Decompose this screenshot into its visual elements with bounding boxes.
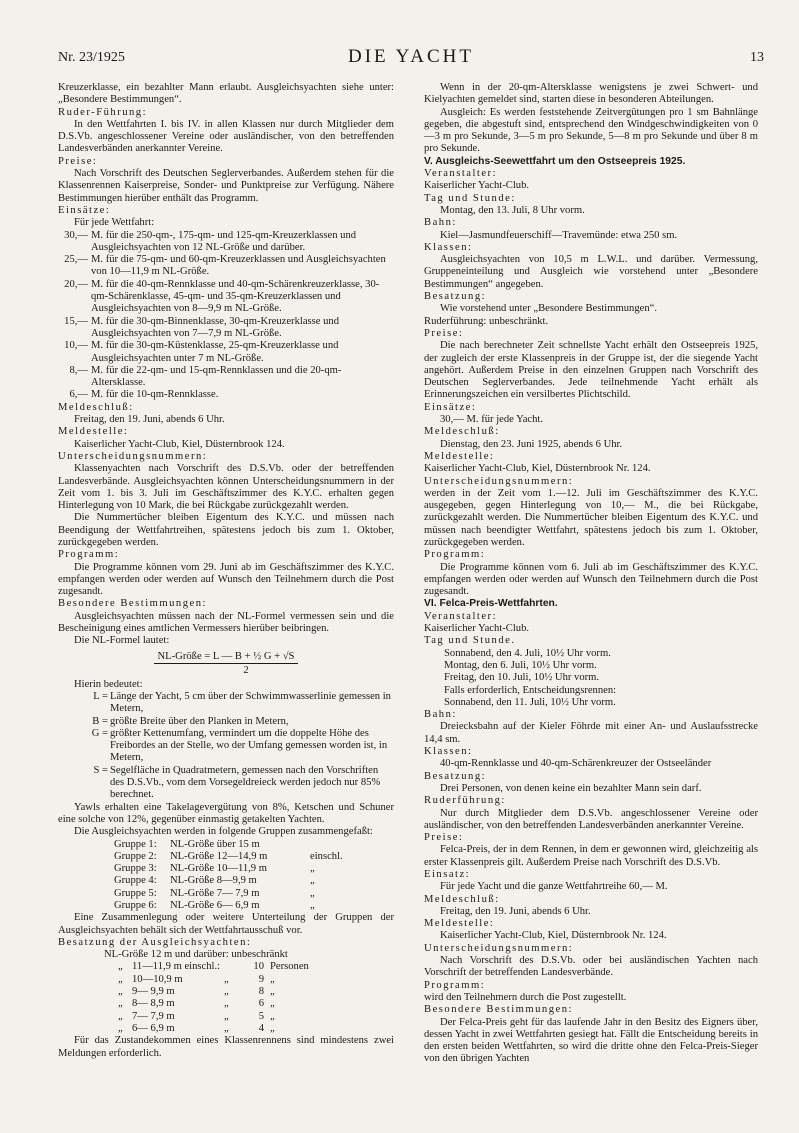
fee-item <box>58 365 394 390</box>
section-heading: Veranstalter: <box>424 168 498 180</box>
section-heading: Veranstalter: <box>424 610 498 622</box>
fee-amount: 10,— <box>64 340 88 352</box>
crew-first-row: NL-Größe 12 m und darüber: unbeschränkt <box>104 949 288 961</box>
section-heading: Ruder-Führung: <box>58 106 148 118</box>
section-heading: Unterscheidungsnummern: <box>424 942 574 954</box>
fee-item <box>58 254 394 279</box>
group-row <box>58 851 394 863</box>
section-heading: Bahn: <box>424 217 457 229</box>
left-column <box>58 82 394 1060</box>
ditto-mark: „ <box>118 961 123 973</box>
date-list <box>424 648 758 709</box>
section-heading: Tag und Stunde. <box>424 635 516 647</box>
group-range: NL-Größe 8—9,9 m <box>170 875 257 887</box>
paragraph: Eine Zusammenlegung oder weitere Unterteilung der Gruppen der Ausgleichsyachten behält sich der Wettfahrtausschuß vor. <box>58 912 394 936</box>
crew-size: 9— 9,9 m <box>132 986 175 998</box>
centered-line: Kaiserlicher Yacht-Club. <box>424 623 530 635</box>
paragraph: Montag, den 13. Juli, 8 Uhr vorm. <box>440 204 585 216</box>
paragraph: Hierin bedeutet: <box>74 678 143 690</box>
paragraph: werden in der Zeit vom 1.—12. Juli im Geschäftszimmer des K.Y.C. ausgegeben, gegen Hinterlegung von 10,— M., die bei Rückgabe, zurückgezahlt werden. Die Nummertücher bleiben Eigentum des K.Y.C. und müssen nach beendigter Wettfahrt, spätestens jedoch bis zum 1. Oktober, zurückgegeben werden. <box>424 487 758 548</box>
ditto-mark: „ <box>118 986 123 998</box>
magazine-title: DIE YACHT <box>347 46 475 67</box>
crew-unit: „ <box>270 973 275 985</box>
crew-count: 9 <box>258 973 264 985</box>
crew-count: 10 <box>253 961 264 973</box>
paragraph: Die Programme können vom 6. Juli ab im Geschäftszimmer des K.Y.C. empfangen werden oder werden auf Wunsch den Teilnehmern durch die Post zugesandt. <box>424 561 758 598</box>
group-note: „ <box>310 900 315 911</box>
paragraph: Ausgleichsyachten müssen nach der NL-Formel vermessen sein und die Bescheinigung eines amtlichen Vermessers hierüber beibringen. <box>58 610 394 635</box>
crew-count: 4 <box>258 1022 264 1034</box>
section-title: V. Ausgleichs-Seewettfahrt um den Ostseepreis 1925. <box>424 155 686 167</box>
group-range: NL-Größe 7— 7,9 m <box>170 887 260 899</box>
ditto-mark: „ <box>224 1022 229 1034</box>
group-note: einschl. <box>310 850 343 862</box>
fee-item <box>58 230 394 255</box>
fee-amount: 15,— <box>64 315 88 327</box>
right-column <box>424 82 758 1066</box>
group-label: Gruppe 2: <box>114 850 157 862</box>
section-heading: Preise: <box>424 327 464 339</box>
date-line: Montag, den 6. Juli, 10½ Uhr vorm. <box>444 659 597 671</box>
section-heading: Besatzung: <box>424 291 487 303</box>
paragraph: Dreiecksbahn auf der Kieler Föhrde mit einer An- und Auslaufsstrecke 14,4 sm. <box>424 721 758 745</box>
section-heading: Meldestelle: <box>424 450 495 462</box>
section-heading: Unterscheidungsnummern: <box>424 475 574 487</box>
group-range: NL-Größe über 15 m <box>170 838 260 850</box>
fee-item <box>58 316 394 341</box>
fee-amount: 25,— <box>64 254 88 266</box>
ditto-mark: „ <box>224 1010 229 1022</box>
group-range: NL-Größe 10—11,9 m <box>170 863 267 875</box>
paragraph: Kiel—Jasmundfeuerschiff—Travemünde: etwa 250 sm. <box>440 229 678 241</box>
section-heading: Einsatz: <box>424 869 471 880</box>
group-note: „ <box>310 863 315 875</box>
centered-line: Ruderführung: unbeschränkt. <box>424 315 549 327</box>
paragraph: Der Felca-Preis geht für das laufende Jahr in den Besitz des Eigners über, dessen Yacht in zwei Wettfahrten gesiegt hat. Fällt die Entscheidung bereits in den ersten beiden Wettfahrten, so wird die dritte ohne den Felca-Preis-Sieger von den übrigen Yachten <box>424 1016 758 1065</box>
paragraph: Die nach berechneter Zeit schnellste Yacht erhält den Ostseepreis 1925, der zugleich der erste Klassenpreis in der Gruppe ist, der die siegende Yacht angehört. Außerdem Preise in den einzelnen Gruppen nach Vorschrift des Deutschen Seglerverbandes. Jede teilnehmende Yacht erhält als Erinnerungszeichen ein versilbertes Plichtschild. <box>424 340 758 401</box>
paragraph: Dienstag, den 23. Juni 1925, abends 6 Uhr. <box>440 438 623 450</box>
paragraph: Die Nummertücher bleiben Eigentum des K.Y.C. und müssen nach Beendigung der Wettfahrtreihen, spätestens jedoch bis zum 1. Oktober, zurückgegeben werden. <box>58 512 394 548</box>
paragraph: 40-qm-Rennklasse und 40-qm-Schärenkreuzer der Ostseeländer <box>440 758 712 770</box>
section-heading: Programm: <box>424 549 486 561</box>
page-number: 13 <box>750 50 764 65</box>
group-label: Gruppe 5: <box>114 887 157 899</box>
group-label: Gruppe 6: <box>114 900 157 911</box>
section-heading: Preise: <box>58 155 98 167</box>
fee-text: M. für die 250-qm-, 175-qm- und 125-qm-Kreuzerklassen und Ausgleichsyachten von 12 NL-Größe und darüber. <box>91 229 357 253</box>
section-heading: Klassen: <box>424 746 473 758</box>
fee-text: M. für die 30-qm-Binnenklasse, 30-qm-Kreuzerklasse und Ausgleichsyachten von 7—7,9 m NL-Größe. <box>91 315 340 339</box>
paragraph: Für jede Wettfahrt: <box>74 217 155 229</box>
fee-item <box>58 389 394 401</box>
definition-item <box>58 765 394 802</box>
paragraph: Für das Zustandekommen eines Klassenrennens sind mindestens zwei Meldungen erforderlich. <box>58 1035 394 1059</box>
ditto-mark: „ <box>224 998 229 1010</box>
crew-unit: „ <box>270 998 275 1010</box>
fee-item <box>58 279 394 316</box>
section-heading: Klassen: <box>424 241 473 253</box>
centered-line: wird den Teilnehmern durch die Post zugestellt. <box>424 991 627 1003</box>
date-line: Sonnabend, den 4. Juli, 10½ Uhr vorm. <box>444 647 611 659</box>
fee-text: M. für die 30-qm-Küstenklasse, 25-qm-Kreuzerklasse und Ausgleichsyachten unter 7 m NL-Größe. <box>91 340 339 364</box>
ditto-mark: „ <box>118 1022 123 1034</box>
fee-text: M. für die 22-qm- und 15-qm-Rennklassen und die 20-qm-Altersklasse. <box>91 364 342 389</box>
paragraph: 30,— M. für jede Yacht. <box>440 414 543 426</box>
definition-symbol: L = <box>93 690 108 702</box>
paragraph: Die Ausgleichsyachten werden in folgende Gruppen zusammengefaßt: <box>74 826 373 838</box>
crew-unit: „ <box>270 1022 275 1034</box>
fee-amount: 8,— <box>69 364 88 376</box>
group-note: „ <box>310 887 315 899</box>
group-note: „ <box>310 875 315 887</box>
fee-amount: 6,— <box>69 389 88 401</box>
fee-item <box>58 340 394 365</box>
group-label: Gruppe 3: <box>114 863 157 875</box>
definition-symbol: B = <box>92 715 108 727</box>
section-title: VI. Felca-Preis-Wettfahrten. <box>424 598 558 610</box>
date-line: Falls erforderlich, Entscheidungsrennen: <box>444 684 617 696</box>
nl-formula <box>58 650 394 677</box>
section-heading: Bahn: <box>424 709 457 721</box>
crew-unit: „ <box>270 986 275 998</box>
definition-text: Segelfläche in Quadratmetern, gemessen nach den Vorschriften des D.S.Vb., vom dem Vorsegeldreieck werden jedoch nur 85% berechnet. <box>110 764 381 801</box>
fee-amount: 20,— <box>64 278 88 290</box>
paragraph: Kaiserlicher Yacht-Club, Kiel, Düsternbrook Nr. 124. <box>440 930 667 942</box>
fee-amount: 30,— <box>64 229 88 241</box>
crew-size: 8— 8,9 m <box>132 998 175 1010</box>
formula-numerator: NL-Größe = L — B + ½ G + √S <box>154 650 299 664</box>
issue-number: Nr. 23/1925 <box>58 50 125 65</box>
paragraph: Die Programme können vom 29. Juni ab im Geschäftszimmer des K.Y.C. empfangen werden oder werden auf Wunsch den Teilnehmern durch die Post zugesandt. <box>58 561 394 598</box>
paragraph: In den Wettfahrten I. bis IV. in allen Klassen nur durch Mitglieder dem D.S.Vb. angeschlossener Vereine oder ausländischer, von den betreffenden Landesverbänden anerkannter Vereine. <box>58 118 394 155</box>
ditto-mark: „ <box>224 973 229 985</box>
group-range: NL-Größe 12—14,9 m <box>170 850 268 862</box>
definition-text: größter Kettenumfang, vermindert um die doppelte Höhe des Freibordes an der Stelle, wo der Umfang gemessen worden ist, in Metern, <box>110 727 388 764</box>
crew-count: 5 <box>258 1010 264 1022</box>
fee-text: M. für die 75-qm- und 60-qm-Kreuzerklassen und Ausgleichsyachten von 10—11,9 m NL-Größe. <box>91 254 386 278</box>
paragraph: Drei Personen, von denen keine ein bezahlter Mann sein darf. <box>440 782 702 794</box>
paragraph: Wenn in der 20-qm-Altersklasse wenigstens je zwei Schwert- und Kielyachten gemeldet sind, starten diese in besonderen Abteilungen. <box>424 82 758 106</box>
section-heading: Meldeschluß: <box>424 893 500 905</box>
group-range: NL-Größe 6— 6,9 m <box>170 900 260 911</box>
paragraph: Klassenyachten nach Vorschrift des D.S.Vb. oder der betreffenden Landesverbände. Ausgleichsyachten können Unterscheidungsnummern in der Zeit vom 1. bis 3. Juli im Geschäftszimmer des K.Y.C. erhalten gegen Hinterlegung von 10 Mark, die bei Rückgabe zurückgezahlt werden. <box>58 463 394 512</box>
ditto-mark: „ <box>224 986 229 998</box>
section-heading: Unterscheidungsnummern: <box>58 450 208 462</box>
crew-count: 8 <box>258 986 264 998</box>
paragraph: Yawls erhalten eine Takelagevergütung von 8%, Ketschen und Schuner eine solche von 12%, gegenüber einmastig getakelten Yachten. <box>58 801 394 825</box>
section-heading: Programm: <box>58 549 120 561</box>
crew-row <box>58 998 394 1010</box>
page-header <box>58 46 764 70</box>
ditto-mark: „ <box>118 973 123 985</box>
section-heading: Meldestelle: <box>424 918 495 930</box>
crew-row <box>58 1023 394 1035</box>
section-heading: Besatzung: <box>424 770 487 782</box>
section-heading: Besondere Bestimmungen: <box>58 598 207 610</box>
paragraph: Ausgleich: Es werden feststehende Zeitvergütungen pro 1 sm Bahnlänge gegeben, die abgestuft sind, entsprechend den Windgeschwindigkeiten von 0—3 m pro Sekunde, 3—5 m pro Sekunde, 5—8 m pro Sekunde und über 8 m pro Sekunde. <box>424 106 758 155</box>
group-label: Gruppe 4: <box>114 875 157 887</box>
fee-text: M. für die 10-qm-Rennklasse. <box>91 389 219 401</box>
section-heading: Besatzung der Ausgleichsyachten: <box>58 936 252 948</box>
group-row <box>58 839 394 851</box>
section-heading: Programm: <box>424 979 486 991</box>
definition-item <box>58 728 394 765</box>
group-label: Gruppe 1: <box>114 838 157 850</box>
crew-size: 10—10,9 m <box>132 973 183 985</box>
group-row <box>58 888 394 900</box>
crew-list <box>58 961 394 1035</box>
crew-row <box>58 961 394 973</box>
crew-row <box>58 986 394 998</box>
section-heading: Einsätze: <box>58 204 111 216</box>
crew-row <box>58 974 394 986</box>
crew-count: 6 <box>258 998 264 1010</box>
paragraph: Für jede Yacht und die ganze Wettfahrtreihe 60,— M. <box>440 881 668 893</box>
section-heading: Ruderführung: <box>424 795 506 807</box>
fee-text: M. für die 40-qm-Rennklasse und 40-qm-Schärenkreuzerklasse, 30-qm-Schärenklasse, 45-qm- und 35-qm-Kreuzerklassen und Ausgleichsyachten von 8—9,9 m NL-Größe. <box>91 278 380 315</box>
ditto-mark <box>224 961 246 973</box>
paragraph: Freitag, den 19. Juni, abends 6 Uhr. <box>440 905 591 917</box>
crew-row <box>58 1011 394 1023</box>
section-heading: Tag und Stunde: <box>424 192 516 204</box>
definition-list <box>58 691 394 802</box>
definition-text: größte Breite über den Planken in Metern, <box>110 715 289 727</box>
paragraph: Freitag, den 19. Juni, abends 6 Uhr. <box>74 414 225 426</box>
definition-item <box>58 691 394 716</box>
paragraph: Kreuzerklasse, ein bezahlter Mann erlaubt. Ausgleichsyachten siehe unter: „Besondere Bestimmungen“. <box>58 82 394 106</box>
paragraph: Ausgleichsyachten von 10,5 m L.W.L. und darüber. Vermessung, Gruppeneinteilung und Ausgleich wie vorstehend unter „Besondere Bestimmungen“ angegeben. <box>424 254 758 290</box>
paragraph: Felca-Preis, der in dem Rennen, in dem er gewonnen wird, gleichzeitig als erster Klassenpreis gilt. Außerdem Preise nach Vorschrift des D.S.Vb. <box>424 844 758 868</box>
section-heading: Besondere Bestimmungen: <box>424 1004 573 1016</box>
section-heading: Preise: <box>424 832 464 844</box>
paragraph: Nach Vorschrift des Deutschen Seglerverbandes. Außerdem stehen für die Klassenrennen Kaiserpreise, Sonder- und Punktpreise zur Verfügung. Nähere Bestimmungen hierüber enthält das Programm. <box>58 168 394 204</box>
definition-text: Länge der Yacht, 5 cm über der Schwimmwasserlinie gemessen in Metern, <box>110 690 391 715</box>
paragraph: Nach Vorschrift des D.S.Vb. oder bei ausländischen Yachten nach Vorschrift der betreffenden Landesverbände. <box>424 955 758 979</box>
section-heading: Meldeschluß: <box>58 401 134 413</box>
ditto-mark: „ <box>118 1010 123 1022</box>
ditto-mark: „ <box>118 998 123 1010</box>
group-row <box>58 875 394 887</box>
crew-unit: Personen <box>270 961 309 973</box>
formula-denominator: 2 <box>243 664 249 676</box>
group-row <box>58 900 394 912</box>
group-row <box>58 863 394 875</box>
date-line: Freitag, den 10. Juli, 10½ Uhr vorm. <box>444 672 600 684</box>
section-heading: Meldestelle: <box>58 426 129 438</box>
definition-symbol: G = <box>91 727 108 739</box>
group-list <box>58 839 394 913</box>
crew-size: 6— 6,9 m <box>132 1022 175 1034</box>
crew-unit: „ <box>270 1010 275 1022</box>
centered-line: Kaiserlicher Yacht-Club, Kiel, Düsternbrook Nr. 124. <box>424 463 651 475</box>
definition-symbol: S = <box>93 764 108 776</box>
paragraph: Nur durch Mitglieder dem D.S.Vb. angeschlossener Vereine oder ausländischer, von den betreffenden Landesverbänden anerkannter Vereine. <box>424 807 758 831</box>
definition-item <box>58 716 394 728</box>
crew-size: 7— 7,9 m <box>132 1010 175 1022</box>
fee-list <box>58 230 394 402</box>
paragraph: Die NL-Formel lautet: <box>74 635 170 647</box>
crew-size: 11—11,9 m einschl.: <box>132 961 221 973</box>
paragraph: Kaiserlicher Yacht-Club, Kiel, Düsternbrook 124. <box>74 438 285 450</box>
centered-line: Kaiserlicher Yacht-Club. <box>424 180 530 192</box>
paragraph: Wie vorstehend unter „Besondere Bestimmungen“. <box>440 303 657 315</box>
section-heading: Einsätze: <box>424 401 477 413</box>
section-heading: Meldeschluß: <box>424 426 500 438</box>
date-line: Sonnabend, den 11. Juli, 10½ Uhr vorm. <box>444 696 616 708</box>
